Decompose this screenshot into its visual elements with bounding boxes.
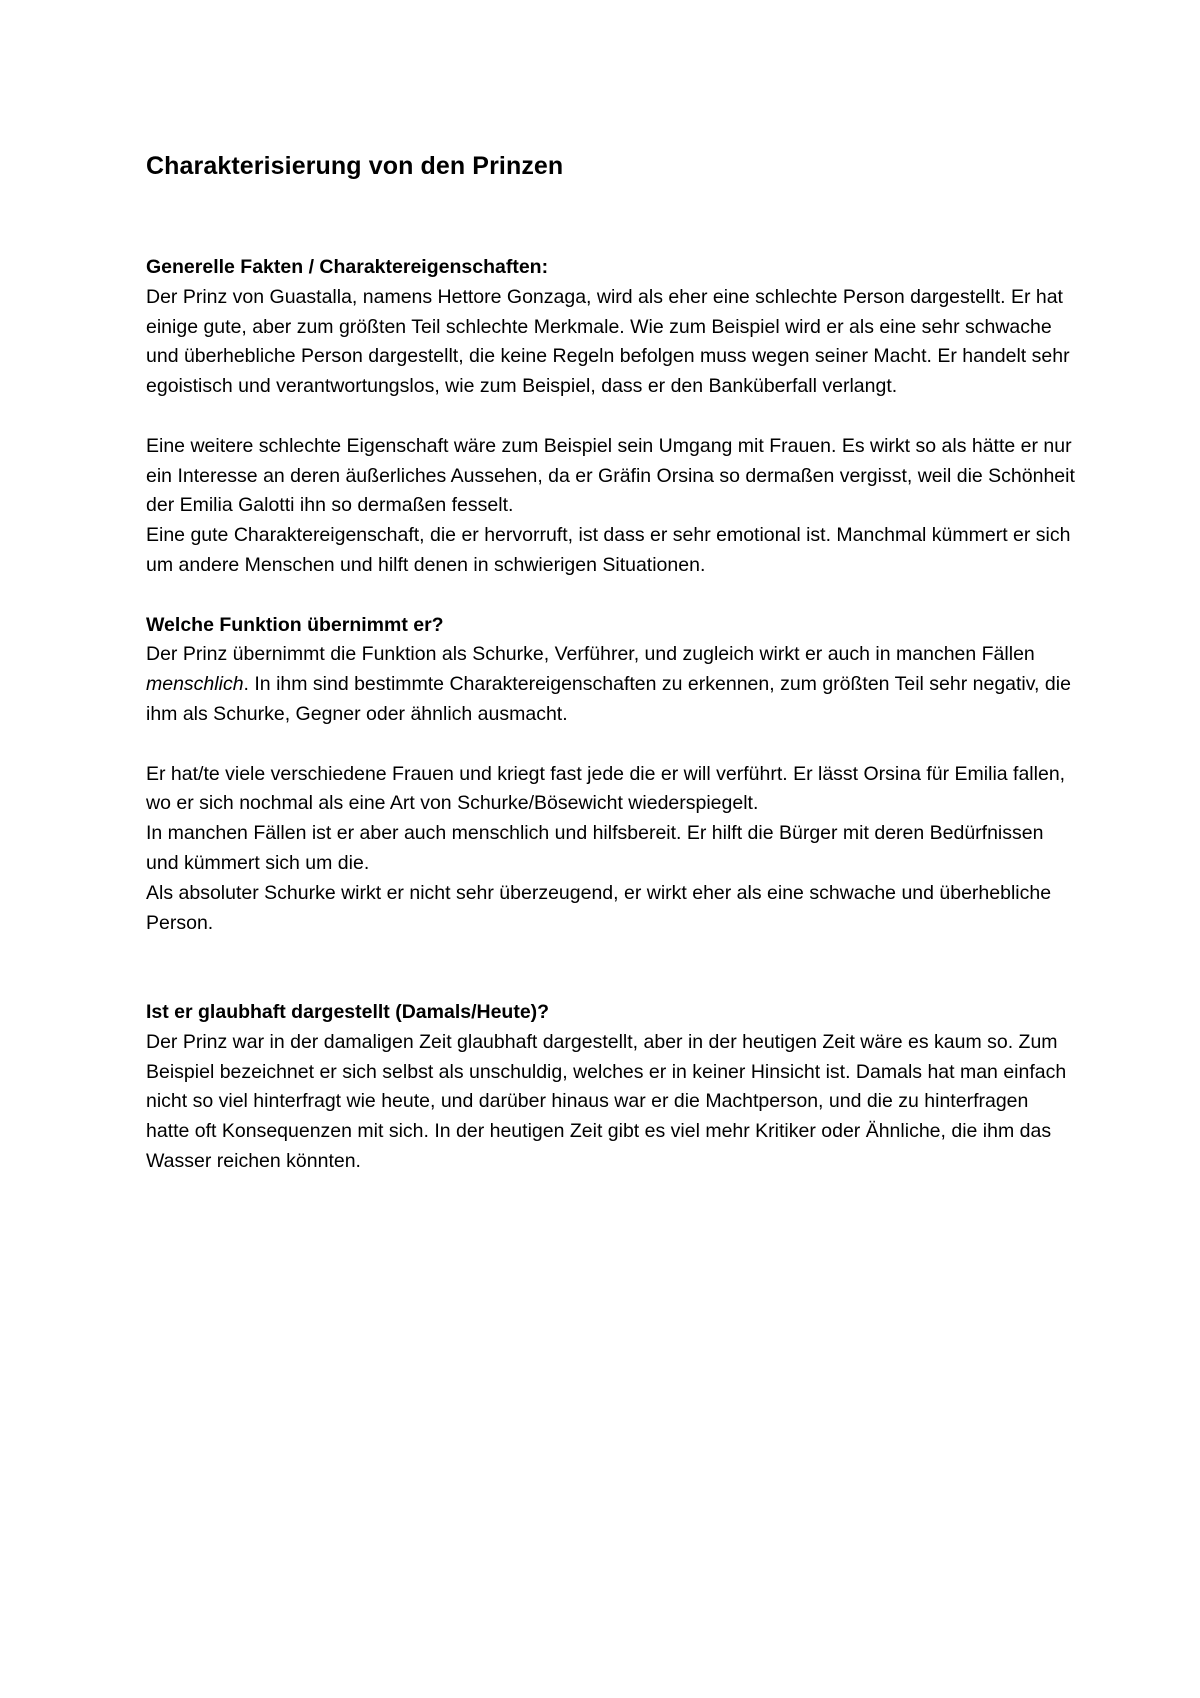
section-heading: Generelle Fakten / Charaktereigenschaften:: [146, 256, 549, 278]
paragraph: [146, 640, 1076, 729]
paragraph: Der Prinz von Guastalla, namens Hettore Gonzaga, wird als eher eine schlechte Person dargestellt. Er hat einige gute, aber zum größten Teil schlechte Merkmale. Wie zum Beispiel wird er als eine sehr schwache und überhebliche Person dargestellt, die keine Regeln befolgen muss wegen seiner Macht. Er handelt sehr egoistisch und verantwortungslos, wie zum Beispiel, dass er den Banküberfall verlangt.: [146, 285, 1070, 398]
section-heading: Ist er glaubhaft dargestellt (Damals/Heute)?: [146, 1000, 550, 1023]
emphasis-text: menschlich: [146, 673, 244, 696]
paragraph-text: Der Prinz übernimmt die Funktion als Schurke, Verführer, und zugleich wirkt er auch in manchen Fällen: [146, 643, 1035, 666]
paragraph: Der Prinz war in der damaligen Zeit glaubhaft dargestellt, aber in der heutigen Zeit wäre es kaum so. Zum Beispiel bezeichnet er sich selbst als unschuldig, welches er in keiner Hinsicht ist. Damals hat man einfach nicht so viel hinterfragt wie heute, und darüber hinaus war er die Machtperson, und die zu hinterfragen hatte oft Konsequenzen mit sich. In der heutigen Zeit gibt es viel mehr Kritiker oder Ähnliche, die ihm das Wasser reichen könnten.: [146, 1030, 1067, 1172]
paragraph: In manchen Fällen ist er aber auch menschlich und hilfsbereit. Er hilft die Bürger mit deren Bedürfnissen und kümmert sich um die.: [146, 822, 1044, 874]
section-general-facts: [146, 253, 1076, 581]
section-heading: Welche Funktion übernimmt er?: [146, 613, 444, 636]
section-function: [146, 611, 1076, 939]
paragraph-text: . In ihm sind bestimmte Charaktereigenschaften zu erkennen, zum größten Teil sehr negativ, die ihm als Schurke, Gegner oder ähnlich ausmacht.: [146, 673, 1071, 725]
section-credibility: [146, 998, 1076, 1177]
paragraph: Eine gute Charaktereigenschaft, die er hervorruft, ist dass er sehr emotional ist. Manchmal kümmert er sich um andere Menschen und hilft denen in schwierigen Situationen.: [146, 524, 1071, 576]
paragraph: Er hat/te viele verschiedene Frauen und kriegt fast jede die er will verführt. Er lässt Orsina für Emilia fallen, wo er sich nochmal als eine Art von Schurke/Bösewicht wiederspiegelt.: [146, 762, 1066, 815]
paragraph: Eine weitere schlechte Eigenschaft wäre zum Beispiel sein Umgang mit Frauen. Es wirkt so als hätte er nur ein Interesse an deren äußerliches Aussehen, da er Gräfin Orsina so dermaßen vergisst, weil die Schönheit der Emilia Galotti ihn so dermaßen fesselt.: [146, 434, 1075, 517]
paragraph: Als absoluter Schurke wirkt er nicht sehr überzeugend, er wirkt eher als eine schwache und überhebliche Person.: [146, 881, 1052, 934]
document-body: [146, 150, 1076, 1177]
document-title: Charakterisierung von den Prinzen: [146, 152, 564, 180]
